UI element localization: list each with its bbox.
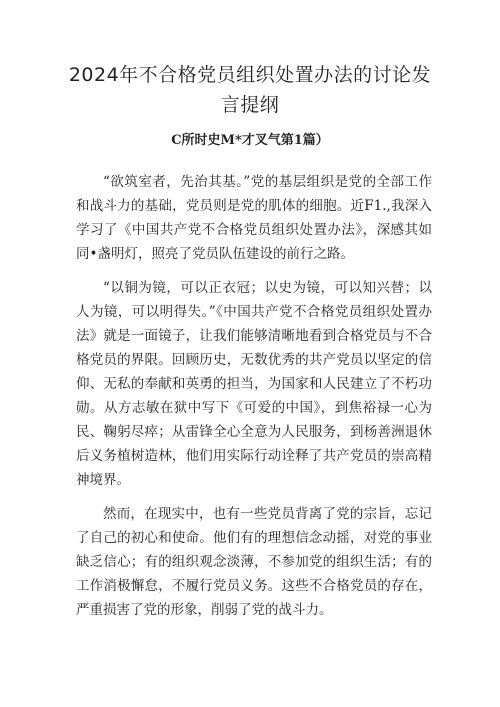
- document-body: [76, 170, 432, 632]
- paragraph: “以铜为镜，可以正衣冠；以史为镜，可以知兴替；以人为镜，可以明得失。”《中国共产党不合格党员组织处置办法》就是一面镜子，让我们能够清晰地看到合格党员与不合格党员的界限。回顾历史，无数优秀的共产党员以坚定的信仰、无私的奉献和英勇的担当，为国家和人民建立了不朽功勋。从方志敏在狱中写下《可爱的中国》，到焦裕禄一心为民、鞠躬尽瘁；从雷锋全心全意为人民服务，到杨善洲退休后义务植树造林，他们用实际行动诠释了共产党员的崇高精神境界。: [76, 280, 432, 488]
- document-title: 2024年不合格党员组织处置办法的讨论发言提纲: [68, 64, 432, 116]
- document-subtitle: C所时史M*才叉气第1篇）: [171, 133, 329, 148]
- paragraph: “欲筑室者，先治其基。”党的基层组织是党的全部工作和战斗力的基础，党员则是党的肌体的细胞。近F1.,我深入学习了《中国共产党不合格党员组织处置办法》，深感其如同•盏明灯，照亮了党员队伍建设的前行之路。: [76, 174, 432, 262]
- paragraph: 然而，在现实中，也有一些党员背离了党的宗旨，忘记了自己的初心和使命。他们有的理想信念动摇，对党的事业缺乏信心；有的组织观念淡薄，不参加党的组织生活；有的工作消极懈怠，不履行党员义务。这些不合格党员的存在，严重损害了党的形象，削弱了党的战斗力。: [76, 506, 432, 618]
